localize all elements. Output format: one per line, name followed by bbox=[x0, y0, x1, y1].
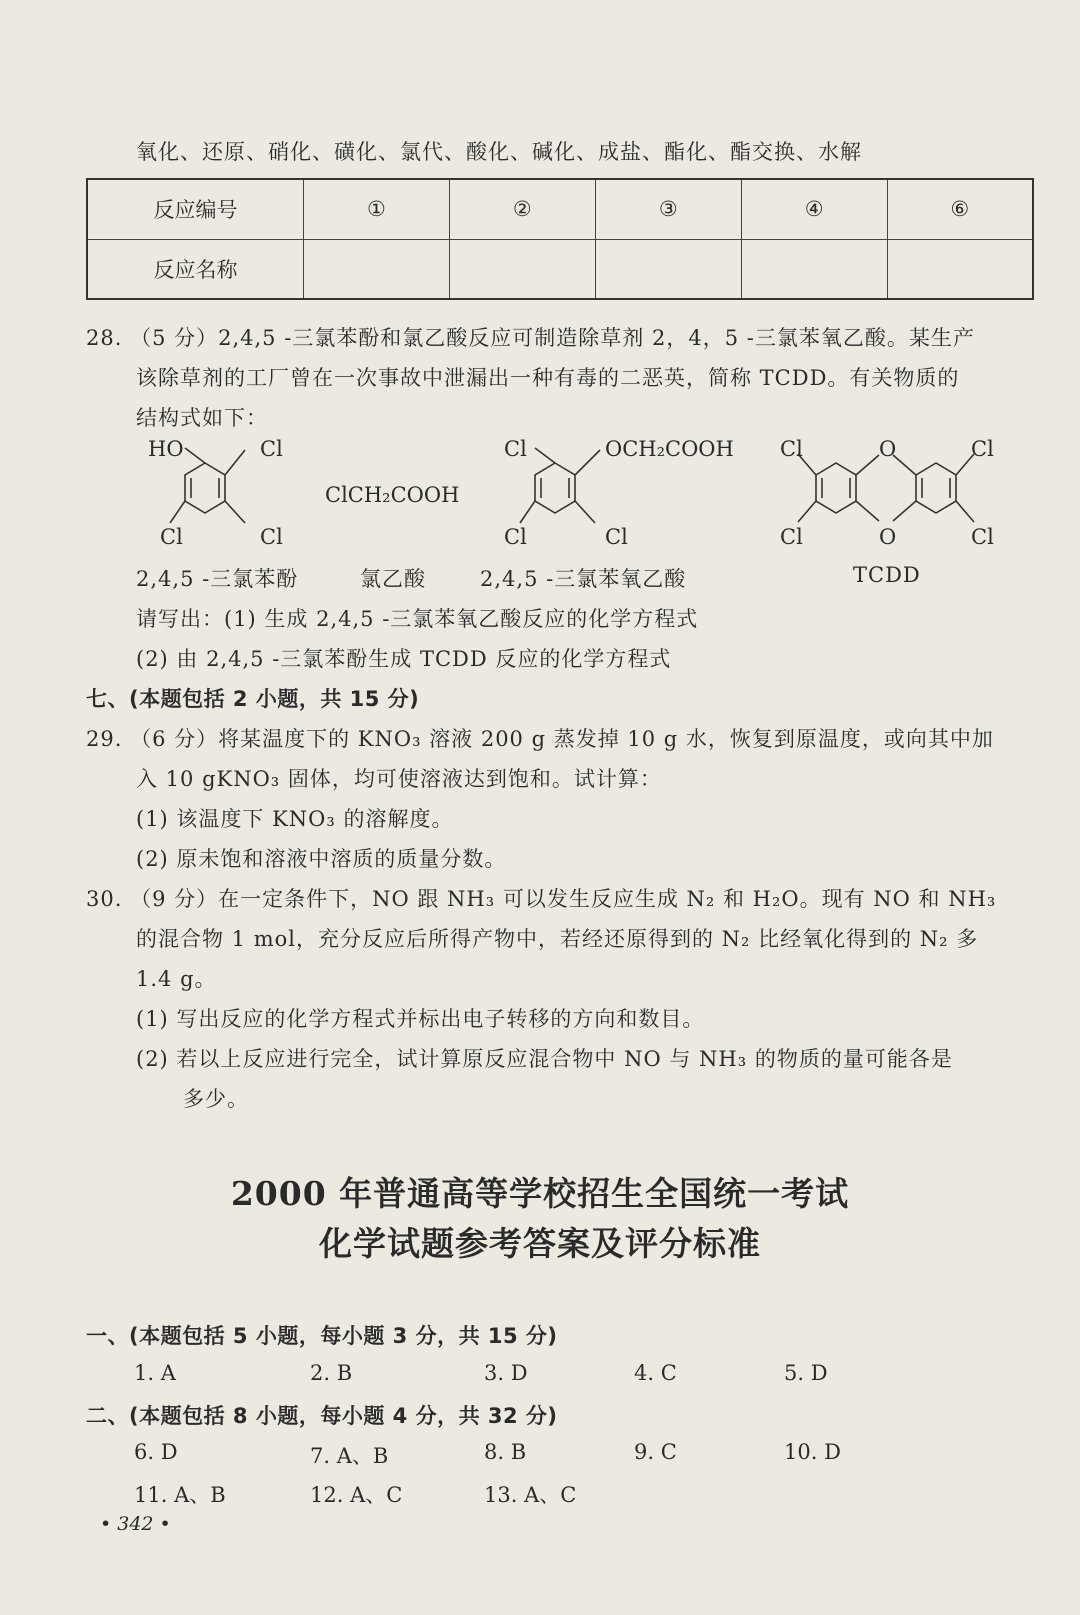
table-cell: ④ bbox=[741, 179, 887, 239]
answer-title-line1: 2000 年普通高等学校招生全国统一考试 bbox=[230, 1174, 850, 1213]
svg-text:Cl: Cl bbox=[971, 437, 994, 461]
table-cell bbox=[304, 239, 450, 299]
answer-item: 5. D bbox=[784, 1361, 828, 1385]
label-tcdd: TCDD bbox=[853, 563, 921, 587]
q28-sub2: (2) 由 2,4,5 -三氯苯酚生成 TCDD 反应的化学方程式 bbox=[136, 647, 672, 671]
table-cell: ① bbox=[304, 179, 450, 239]
answer-item: 12. A、C bbox=[310, 1483, 403, 1507]
q28-line2: 该除草剂的工厂曾在一次事故中泄漏出一种有毒的二恶英，简称 TCDD。有关物质的 bbox=[136, 366, 960, 390]
answer-item: 3. D bbox=[484, 1361, 528, 1385]
q30-line2: 的混合物 1 mol，充分反应后所得产物中，若经还原得到的 N₂ 比经氧化得到的 N₂ 多 bbox=[136, 927, 979, 951]
section-two-heading: 二、(本题包括 8 小题，每小题 4 分，共 32 分) bbox=[86, 1404, 558, 1428]
answer-item: 11. A、B bbox=[134, 1483, 226, 1507]
section-one-heading: 一、(本题包括 5 小题，每小题 3 分，共 15 分) bbox=[86, 1324, 558, 1348]
svg-text:Cl: Cl bbox=[504, 437, 527, 461]
trichlorophenol-structure bbox=[140, 438, 300, 550]
table-cell bbox=[595, 239, 741, 299]
herbicide-structure bbox=[500, 438, 745, 550]
q29-line2: 入 10 gKNO₃ 固体，均可使溶液达到饱和。试计算： bbox=[136, 767, 662, 791]
svg-text:HO: HO bbox=[148, 437, 184, 461]
answer-item: 7. A、B bbox=[310, 1444, 389, 1468]
q30-line1: 30. （9 分）在一定条件下，NO 跟 NH₃ 可以发生反应生成 N₂ 和 H₂O。现有 NO 和 NH₃ bbox=[86, 887, 997, 911]
table-header-name: 反应名称 bbox=[87, 239, 304, 299]
q28-line3: 结构式如下： bbox=[136, 406, 268, 430]
answer-item: 2. B bbox=[310, 1361, 353, 1385]
table-cell: ⑥ bbox=[887, 179, 1033, 239]
section-seven-heading: 七、(本题包括 2 小题，共 15 分) bbox=[86, 687, 420, 711]
q30-line3: 1.4 g。 bbox=[136, 967, 217, 991]
q29-sub2: (2) 原未饱和溶液中溶质的质量分数。 bbox=[136, 847, 507, 871]
q29-line1: 29. （6 分）将某温度下的 KNO₃ 溶液 200 g 蒸发掉 10 g 水，恢复到原温度，或向其中加 bbox=[86, 727, 994, 751]
q28-line1: 28. （5 分）2,4,5 -三氯苯酚和氯乙酸反应可制造除草剂 2，4，5 -三氯苯氧乙酸。某生产 bbox=[86, 326, 975, 350]
q28-sub1: 请写出：(1) 生成 2,4,5 -三氯苯氧乙酸反应的化学方程式 bbox=[136, 607, 699, 631]
q30-sub1: (1) 写出反应的化学方程式并标出电子转移的方向和数目。 bbox=[136, 1007, 705, 1031]
answer-item: 1. A bbox=[134, 1361, 176, 1385]
svg-text:Cl: Cl bbox=[780, 525, 803, 549]
reaction-types-line: 氧化、还原、硝化、磺化、氯代、酸化、碱化、成盐、酯化、酯交换、水解 bbox=[136, 140, 862, 164]
tcdd-structure bbox=[780, 437, 1016, 550]
svg-text:OCH₂COOH: OCH₂COOH bbox=[605, 437, 734, 461]
svg-text:Cl: Cl bbox=[605, 525, 628, 549]
svg-text:Cl: Cl bbox=[260, 437, 283, 461]
svg-text:Cl: Cl bbox=[971, 525, 994, 549]
answer-item: 4. C bbox=[634, 1361, 677, 1385]
answer-item: 10. D bbox=[784, 1440, 841, 1464]
answer-item: 6. D bbox=[134, 1440, 178, 1464]
svg-text:Cl: Cl bbox=[504, 525, 527, 549]
table-cell: ② bbox=[449, 179, 595, 239]
answer-item: 8. B bbox=[484, 1440, 527, 1464]
chloroacetic-formula: ClCH₂COOH bbox=[325, 483, 460, 507]
svg-text:Cl: Cl bbox=[260, 525, 283, 549]
label-trichlorophenol: 2,4,5 -三氯苯酚 bbox=[136, 567, 299, 591]
q30-sub2: (2) 若以上反应进行完全，试计算原反应混合物中 NO 与 NH₃ 的物质的量可能各是 bbox=[136, 1047, 953, 1071]
svg-text:Cl: Cl bbox=[780, 437, 803, 461]
table-cell bbox=[449, 239, 595, 299]
answer-title-line2: 化学试题参考答案及评分标准 bbox=[319, 1224, 761, 1263]
table-header-number: 反应编号 bbox=[87, 179, 304, 239]
q30-sub2-cont: 多少。 bbox=[183, 1087, 249, 1111]
reaction-table bbox=[86, 178, 1034, 300]
table-cell bbox=[741, 239, 887, 299]
svg-text:O: O bbox=[879, 525, 897, 549]
table-cell: ③ bbox=[595, 179, 741, 239]
label-chloroacetic: 氯乙酸 bbox=[360, 567, 426, 591]
answer-item: 13. A、C bbox=[484, 1483, 577, 1507]
table-cell bbox=[887, 239, 1033, 299]
label-herbicide: 2,4,5 -三氯苯氧乙酸 bbox=[480, 567, 687, 591]
answer-item: 9. C bbox=[634, 1440, 677, 1464]
svg-text:Cl: Cl bbox=[160, 525, 183, 549]
q29-sub1: (1) 该温度下 KNO₃ 的溶解度。 bbox=[136, 807, 454, 831]
page-number: • 342 • bbox=[100, 1513, 171, 1535]
svg-text:O: O bbox=[879, 437, 897, 461]
